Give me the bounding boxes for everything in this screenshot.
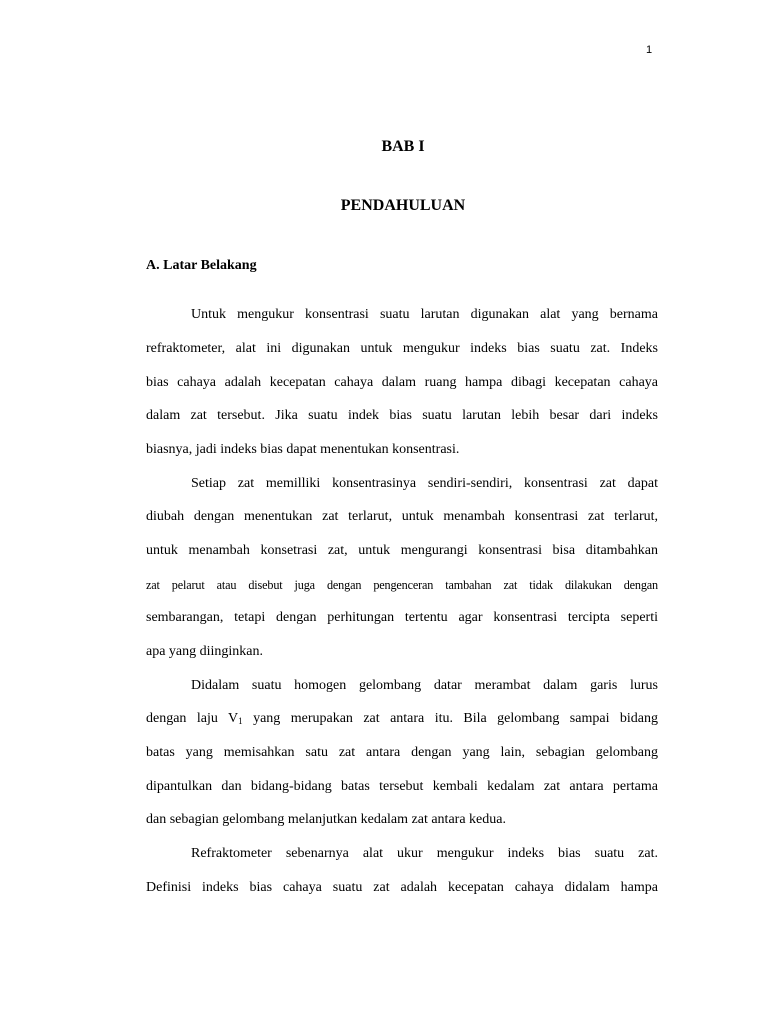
- paragraph-4-line-2: Definisi indeks bias cahaya suatu zat adalah kecepatan cahaya didalam hampa: [146, 880, 658, 895]
- paragraph-2-line-5: sembarangan, tetapi dengan perhitungan tertentu agar konsentrasi tercipta seperti: [146, 610, 658, 625]
- paragraph-1-line-4: dalam zat tersebut. Jika suatu indek bias suatu larutan lebih besar dari indeks: [146, 408, 658, 423]
- paragraph-1-line-5: biasnya, jadi indeks bias dapat menentukan konsentrasi.: [146, 442, 460, 457]
- paragraph-3-line-3: batas yang memisahkan satu zat antara dengan yang lain, sebagian gelombang: [146, 745, 658, 760]
- paragraph-2-line-1: Setiap zat memilliki konsentrasinya sendiri-sendiri, konsentrasi zat dapat: [191, 476, 658, 491]
- paragraph-3-line-1: Didalam suatu homogen gelombang datar merambat dalam garis lurus: [191, 678, 658, 693]
- paragraph-4-line-1: Refraktometer sebenarnya alat ukur mengukur indeks bias suatu zat.: [191, 846, 658, 861]
- section-heading: A. Latar Belakang: [146, 258, 257, 273]
- paragraph-2-line-4: zat pelarut atau disebut juga dengan pengenceran tambahan zat tidak dilakukan dengan: [146, 578, 658, 592]
- chapter-label: BAB I: [381, 138, 425, 155]
- page-number: 1: [646, 44, 653, 56]
- paragraph-2-line-6: apa yang diinginkan.: [146, 644, 264, 659]
- chapter-title: PENDAHULUAN: [340, 197, 466, 214]
- paragraph-3-line-2: [146, 710, 658, 728]
- paragraph-2-line-3: untuk menambah konsetrasi zat, untuk mengurangi konsentrasi bisa ditambahkan: [146, 543, 658, 558]
- line-text-before-subscript: dengan laju V: [146, 711, 239, 726]
- paragraph-1-line-3: bias cahaya adalah kecepatan cahaya dalam ruang hampa dibagi kecepatan cahaya: [146, 375, 658, 390]
- line-text-after-subscript: yang merupakan zat antara itu. Bila gelombang sampai bidang: [242, 711, 658, 726]
- paragraph-3-line-4: dipantulkan dan bidang-bidang batas tersebut kembali kedalam zat antara pertama: [146, 779, 658, 794]
- paragraph-2-line-2: diubah dengan menentukan zat terlarut, untuk menambah konsentrasi zat terlarut,: [146, 509, 658, 524]
- paragraph-1-line-2: refraktometer, alat ini digunakan untuk mengukur indeks bias suatu zat. Indeks: [146, 341, 658, 356]
- paragraph-1-line-1: Untuk mengukur konsentrasi suatu larutan digunakan alat yang bernama: [191, 307, 658, 322]
- paragraph-3-line-5: dan sebagian gelombang melanjutkan kedalam zat antara kedua.: [146, 812, 506, 827]
- velocity-subscript: 1: [238, 716, 243, 726]
